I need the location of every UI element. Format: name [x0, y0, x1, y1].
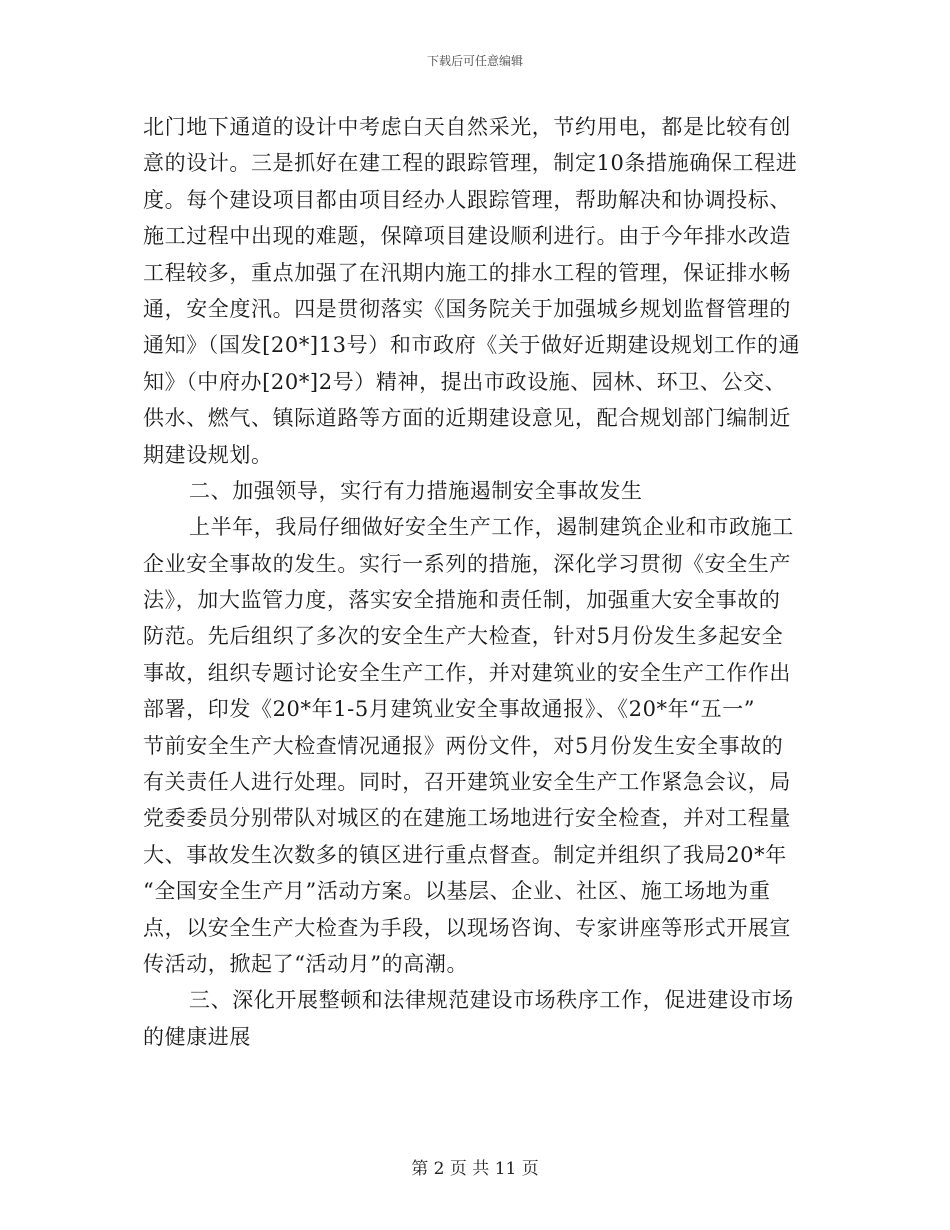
body-line: 防范。先后组织了多次的安全生产大检查，针对5月份发生多起安全	[143, 624, 784, 649]
section-heading: 二、加强领导，实行有力措施遏制安全事故发生	[189, 478, 643, 503]
body-line: 工程较多，重点加强了在汛期内施工的排水工程的管理，保证排水畅	[143, 260, 791, 285]
body-line: 节前安全生产大检查情况通报》两份文件，对5月份发生安全事故的	[143, 733, 784, 758]
body-line: 大、事故发生次数多的镇区进行重点督查。制定并组织了我局20*年	[143, 842, 787, 867]
body-line: 度。每个建设项目都由项目经办人跟踪管理，帮助解决和协调投标、	[143, 187, 791, 212]
body-line: 法》，加大监管力度，落实安全措施和责任制，加强重大安全事故的	[143, 588, 781, 613]
body-line: 知》（中府办[20*]2号）精神，提出市政设施、园林、环卫、公交、	[143, 369, 787, 394]
body-line: 通知》（国发[20*]13号）和市政府《关于做好近期建设规划工作的通	[143, 333, 801, 358]
page-footer: 第 2 页 共 11 页	[411, 1159, 539, 1179]
body-line: 通，安全度汛。四是贯彻落实《国务院关于加强城乡规划监督管理的	[143, 296, 791, 321]
section-heading-continued: 的健康进展	[143, 1024, 251, 1049]
body-line: 事故，组织专题讨论安全生产工作，并对建筑业的安全生产工作作出	[143, 660, 791, 685]
document-body	[143, 109, 803, 1055]
body-line: 供水、燃气、镇际道路等方面的近期建设意见，配合规划部门编制近	[143, 406, 791, 431]
body-line: 部署，印发《20*年1-5月建筑业安全事故通报》、《20*年“五一”	[143, 697, 756, 722]
body-line: “全国安全生产月”活动方案。以基层、企业、社区、施工场地为重	[143, 879, 771, 904]
body-line: 上半年，我局仔细做好安全生产工作，遏制建筑企业和市政施工	[189, 515, 794, 540]
body-line: 传活动，掀起了“活动月”的高潮。	[143, 951, 469, 976]
body-line: 施工过程中出现的难题，保障项目建设顺利进行。由于今年排水改造	[143, 224, 791, 249]
body-line: 期建设规划。	[143, 442, 273, 467]
body-line: 意的设计。三是抓好在建工程的跟踪管理，制定10条措施确保工程进	[143, 151, 798, 176]
body-line: 党委委员分别带队对城区的在建施工场地进行安全检查，并对工程量	[143, 806, 791, 831]
body-line: 点，以安全生产大检查为手段，以现场咨询、专家讲座等形式开展宣	[143, 915, 791, 940]
page-header: 下载后可任意编辑	[426, 54, 523, 68]
section-heading: 三、深化开展整顿和法律规范建设市场秩序工作，促进建设市场	[189, 988, 794, 1013]
body-line: 北门地下通道的设计中考虑白天自然采光，节约用电，都是比较有创	[143, 115, 791, 139]
body-line: 有关责任人进行处理。同时，召开建筑业安全生产工作紧急会议，局	[143, 770, 791, 795]
body-line: 企业安全事故的发生。实行一系列的措施，深化学习贯彻《安全生产	[143, 551, 791, 576]
